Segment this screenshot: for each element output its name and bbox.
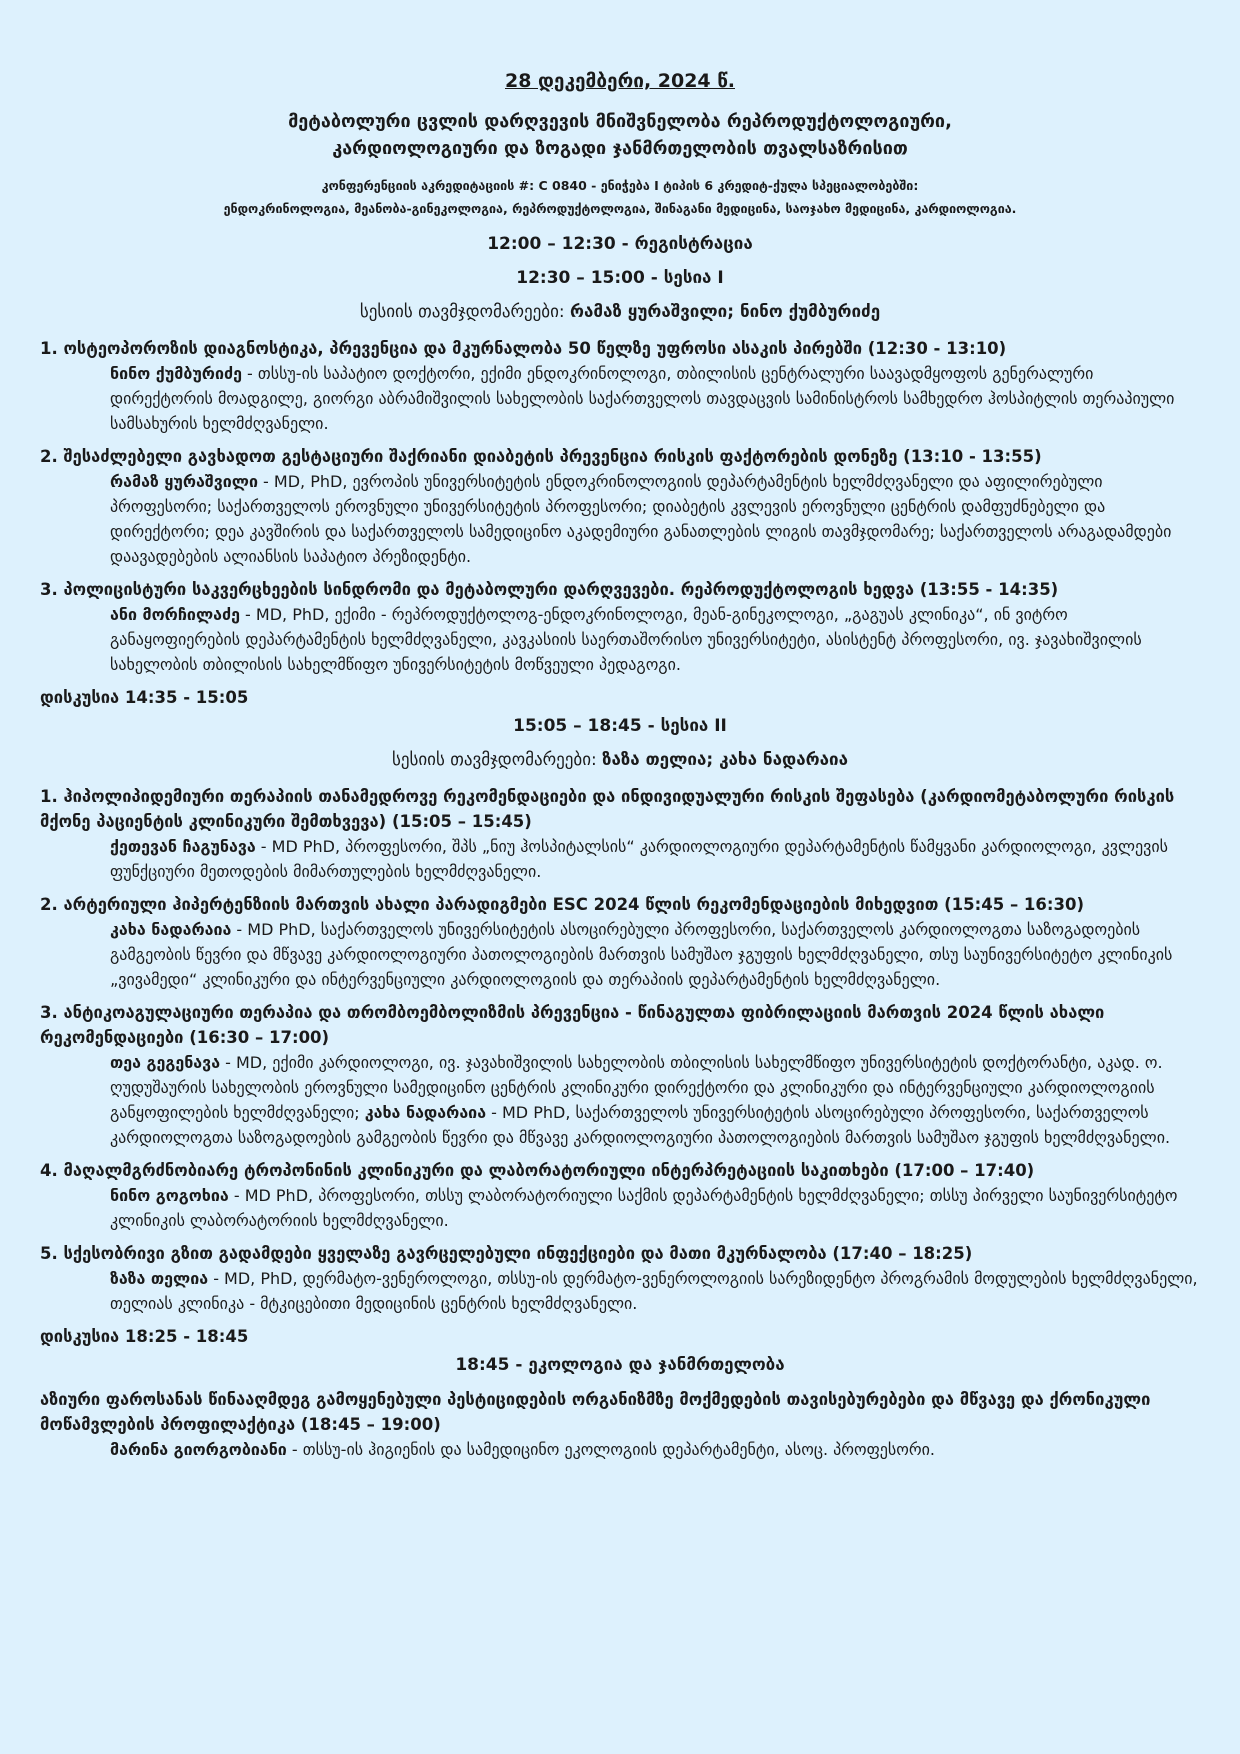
speaker-name: ზაზა თელია <box>110 1269 209 1288</box>
session1-discussion: დისკუსია 14:35 - 15:05 <box>40 688 249 707</box>
chairs-names: რამაზ ყურაშვილი; ნინო ქუმბურიძე <box>570 302 881 322</box>
talk-speaker-info <box>110 1437 1200 1462</box>
talk-topic: 1. ჰიპოლიპიდემიური თერაპიის თანამედროვე რეკომენდაციები და ინდივიდუალური რისკის შეფასება (კარდიომეტაბოლური რისკის მქონე პაციენტის კლინიკური შემთხვევა) (15:05 – 15:45) <box>40 787 1175 831</box>
speaker-bio: - MD, PhD, ევროპის უნივერსიტეტის ენდოკრინოლოგიის დეპარტამენტის ხელმძღვანელი და აფილირებული პროფესორი; საქართველოს ეროვნული უნივერსიტეტის პროფესორი; დიაბეტის კვლევის ეროვნული ცენტრის დამფუძნებელი და დირექტორი; დეა კავშირის და საქართველოს სამედიცინო აკადემიური განათლების ლიგის თავმჯდომარე; საქართველოს არაგადამდები დაავადებების ალიანსის საპატიო პრეზიდენტი. <box>110 472 1172 566</box>
session2-discussion: დისკუსია 18:25 - 18:45 <box>40 1327 249 1346</box>
session2-chairs <box>40 748 1200 772</box>
speaker-bio: - MD PhD, საქართველოს უნივერსიტეტის ასოცირებული პროფესორი, საქართველოს კარდიოლოგთა საზოგადოების გამგეობის წევრი და მწვავე კარდიოლოგიური პათოლოგიების მართვის სამუშაო ჯგუფის ხელმძღვანელი, თსუ საუნივერსიტეტო კლინიკის „ვივამედი“ კლინიკური და ინტერვენციული კარდიოლოგიის და თერაპიის დეპარტამენტის ხელმძღვანელი. <box>110 920 1173 989</box>
second-speaker-bio: - MD PhD, საქართველოს უნივერსიტეტის ასოცირებული პროფესორი, საქართველოს კარდიოლოგთა საზოგადოების გამგეობის წევრი და მწვავე კარდიოლოგიური პათოლოგიების მართვის სამუშაო ჯგუფის ხელმძღვანელი. <box>110 1103 1171 1147</box>
speaker-bio: - MD, PhD, დერმატო-ვენეროლოგი, თსსუ-ის დერმატო-ვენეროლოგიის სარეზიდენტო პროგრამის მოდულების ხელმძღვანელი, თელიას კლინიკა - მტკიცებითი მედიცინის ცენტრის ხელმძღვანელი. <box>110 1269 1198 1313</box>
talk-topic: 5. სქესობრივი გზით გადამდები ყველაზე გავრცელებული ინფექციები და მათი მკურნალობა (17:40 – 18:25) <box>40 1244 973 1263</box>
speaker-bio: - MD, PhD, ექიმი - რეპროდუქტოლოგ-ენდოკრინოლოგი, მეან-გინეკოლოგი, „გაგუას კლინიკა“, ინ ვიტრო განაყოფიერების დეპარტამენტის ხელმძღვანელი, კავკასიის საერთაშორისო უნივერსიტეტი, ასისტენტ პროფესორი, ივ. ჯავახიშვილის სახელობის თბილისის სახელმწიფო უნივერსიტეტის მოწვეული პედაგოგი. <box>110 605 1142 674</box>
session2-time: 15:05 – 18:45 - სესია II <box>513 716 727 736</box>
speaker-name: ნინო გოგოხია <box>110 1186 229 1205</box>
speaker-name: ქეთევან ჩაგუნავა <box>110 837 256 856</box>
speaker-name: ანი მორჩილაძე <box>110 605 240 624</box>
ecology-time: 18:45 - ეკოლოგია და ჯანმრთელობა <box>455 1355 785 1375</box>
session1-talk-1 <box>40 336 1200 436</box>
speaker-bio: - MD PhD, პროფესორი, თსსუ ლაბორატორიული საქმის დეპარტამენტის ხელმძღვანელი; თსსუ პირველი საუნივერსიტეტო კლინიკის ლაბორატორიის ხელმძღვანელი. <box>110 1186 1178 1230</box>
accreditation-info <box>40 174 1200 220</box>
session2-talk-5 <box>40 1241 1200 1316</box>
speaker-name: თეა გეგენავა <box>110 1053 221 1072</box>
second-speaker-name: კახა ნადარაია <box>364 1103 487 1122</box>
session1-talk-2 <box>40 444 1200 569</box>
session2-talk-3 <box>40 1000 1200 1150</box>
session1-chairs <box>40 300 1200 324</box>
talk-speaker-info <box>110 469 1200 569</box>
speaker-name: ნინო ქუმბურიძე <box>110 364 242 383</box>
speaker-name: მარინა გიორგობიანი <box>110 1440 287 1459</box>
session2-talk-1 <box>40 784 1200 884</box>
speaker-bio: - MD PhD, პროფესორი, შპს „ნიუ ჰოსპიტალსის“ კარდიოლოგიური დეპარტამენტის წამყვანი კარდიოლოგი, კვლევის ფუნქციური მეთოდების მიმართულების ხელმძღვანელი. <box>110 837 1168 881</box>
ecology-talk <box>40 1387 1200 1462</box>
title-line-1: მეტაბოლური ცვლის დარღვევის მნიშვნელობა რეპროდუქტოლოგიური, <box>288 111 952 132</box>
talk-speaker-info <box>110 602 1200 677</box>
speaker-name: რამაზ ყურაშვილი <box>110 472 258 491</box>
talk-speaker-info <box>110 1183 1200 1233</box>
talk-topic: 4. მაღალმგრძნობიარე ტროპონინის კლინიკური და ლაბორატორიული ინტერპრეტაციის საკითხები (17:00 – 17:40) <box>40 1161 1035 1180</box>
chairs-names: ზაზა თელია; კახა ნადარაია <box>602 750 849 770</box>
talk-topic: 3. პოლიცისტური საკვერცხეების სინდრომი და მეტაბოლური დარღვევები. რეპროდუქტოლოგის ხედვა (13:55 - 14:35) <box>40 580 1059 599</box>
speaker-bio: - თსსუ-ის საპატიო დოქტორი, ექიმი ენდოკრინოლოგი, თბილისის ცენტრალური საავადმყოფოს გენერალური დირექტორის მოადგილე, გიორგი აბრამიშვილის სახელობის საქართველოს თავდაცვის სამინისტროს სამხედრო ჰოსპიტლის თერაპიული სამსახურის ხელმძღვანელი. <box>110 364 1175 433</box>
talk-topic: 2. შესაძლებელი გავხადოთ გესტაციური შაქრიანი დიაბეტის პრევენცია რისკის ფაქტორების დონეზე (13:10 - 13:55) <box>40 447 1042 466</box>
talk-speaker-info <box>110 1050 1200 1150</box>
session2-talk-4 <box>40 1158 1200 1233</box>
talk-speaker-info <box>110 834 1200 884</box>
registration-time: 12:00 – 12:30 - რეგისტრაცია <box>487 234 753 254</box>
talk-speaker-info <box>110 917 1200 992</box>
chairs-label: სესიის თავმჯდომარეები: <box>391 750 603 770</box>
talk-topic: 1. ოსტეოპოროზის დიაგნოსტიკა, პრევენცია და მკურნალობა 50 წელზე უფროსი ასაკის პირებში (12:30 - 13:10) <box>40 339 1007 358</box>
session2-talk-2 <box>40 892 1200 992</box>
speaker-bio: - MD, ექიმი კარდიოლოგი, ივ. ჯავახიშვილის სახელობის თბილისის სახელმწიფო უნივერსიტეტის დოქტორანტი, აკად. ო. ღუდუშაურის სახელობის ეროვნული სამედიცინო ცენტრის კლინიკური დირექტორი და კლინიკური და ინტერვენციული კარდიოლოგიის განყოფილების ხელმძღვანელი; <box>110 1053 1163 1122</box>
session1-talk-3 <box>40 577 1200 677</box>
talk-topic: აზიური ფაროსანას წინააღმდეგ გამოყენებული პესტიციდების ორგანიზმზე მოქმედების თავისებურებები და მწვავე და ქრონიკული მოწამვლების პროფილაქტიკა (18:45 – 19:00) <box>40 1390 1151 1434</box>
speaker-name: კახა ნადარაია <box>110 920 232 939</box>
chairs-label: სესიის თავმჯდომარეები: <box>359 302 571 322</box>
speaker-bio: - თსსუ-ის ჰიგიენის და სამედიცინო ეკოლოგიის დეპარტამენტი, ასოც. პროფესორი. <box>286 1440 935 1459</box>
title-line-2: კარდიოლოგიური და ზოგადი ჯანმრთელობის თვალსაზრისით <box>332 138 908 159</box>
event-date: 28 დეკემბერი, 2024 წ. <box>505 70 735 92</box>
session1-time: 12:30 – 15:00 - სესია I <box>516 268 724 288</box>
talk-speaker-info <box>110 1266 1200 1316</box>
talk-speaker-info <box>110 361 1200 436</box>
conference-title <box>40 108 1200 162</box>
talk-topic: 3. ანტიკოაგულაციური თერაპია და თრომბოემბოლიზმის პრევენცია - წინაგულთა ფიბრილაციის მართვის 2024 წლის ახალი რეკომენდაციები (16:30 – 17:00) <box>40 1003 1105 1047</box>
accreditation-line-2: ენდოკრინოლოგია, მეანობა-გინეკოლოგია, რეპროდუქტოლოგია, შინაგანი მედიცინა, საოჯახო მედიცინა, კარდიოლოგია. <box>223 201 1017 216</box>
accreditation-line-1: კონფერენციის აკრედიტაციის #: C 0840 - ენიჭება I ტიპის 6 კრედიტ-ქულა სპეციალობებში: <box>321 178 919 193</box>
talk-topic: 2. არტერიული ჰიპერტენზიის მართვის ახალი პარადიგმები ESC 2024 წლის რეკომენდაციების მიხედვით (15:45 – 16:30) <box>40 895 1084 914</box>
